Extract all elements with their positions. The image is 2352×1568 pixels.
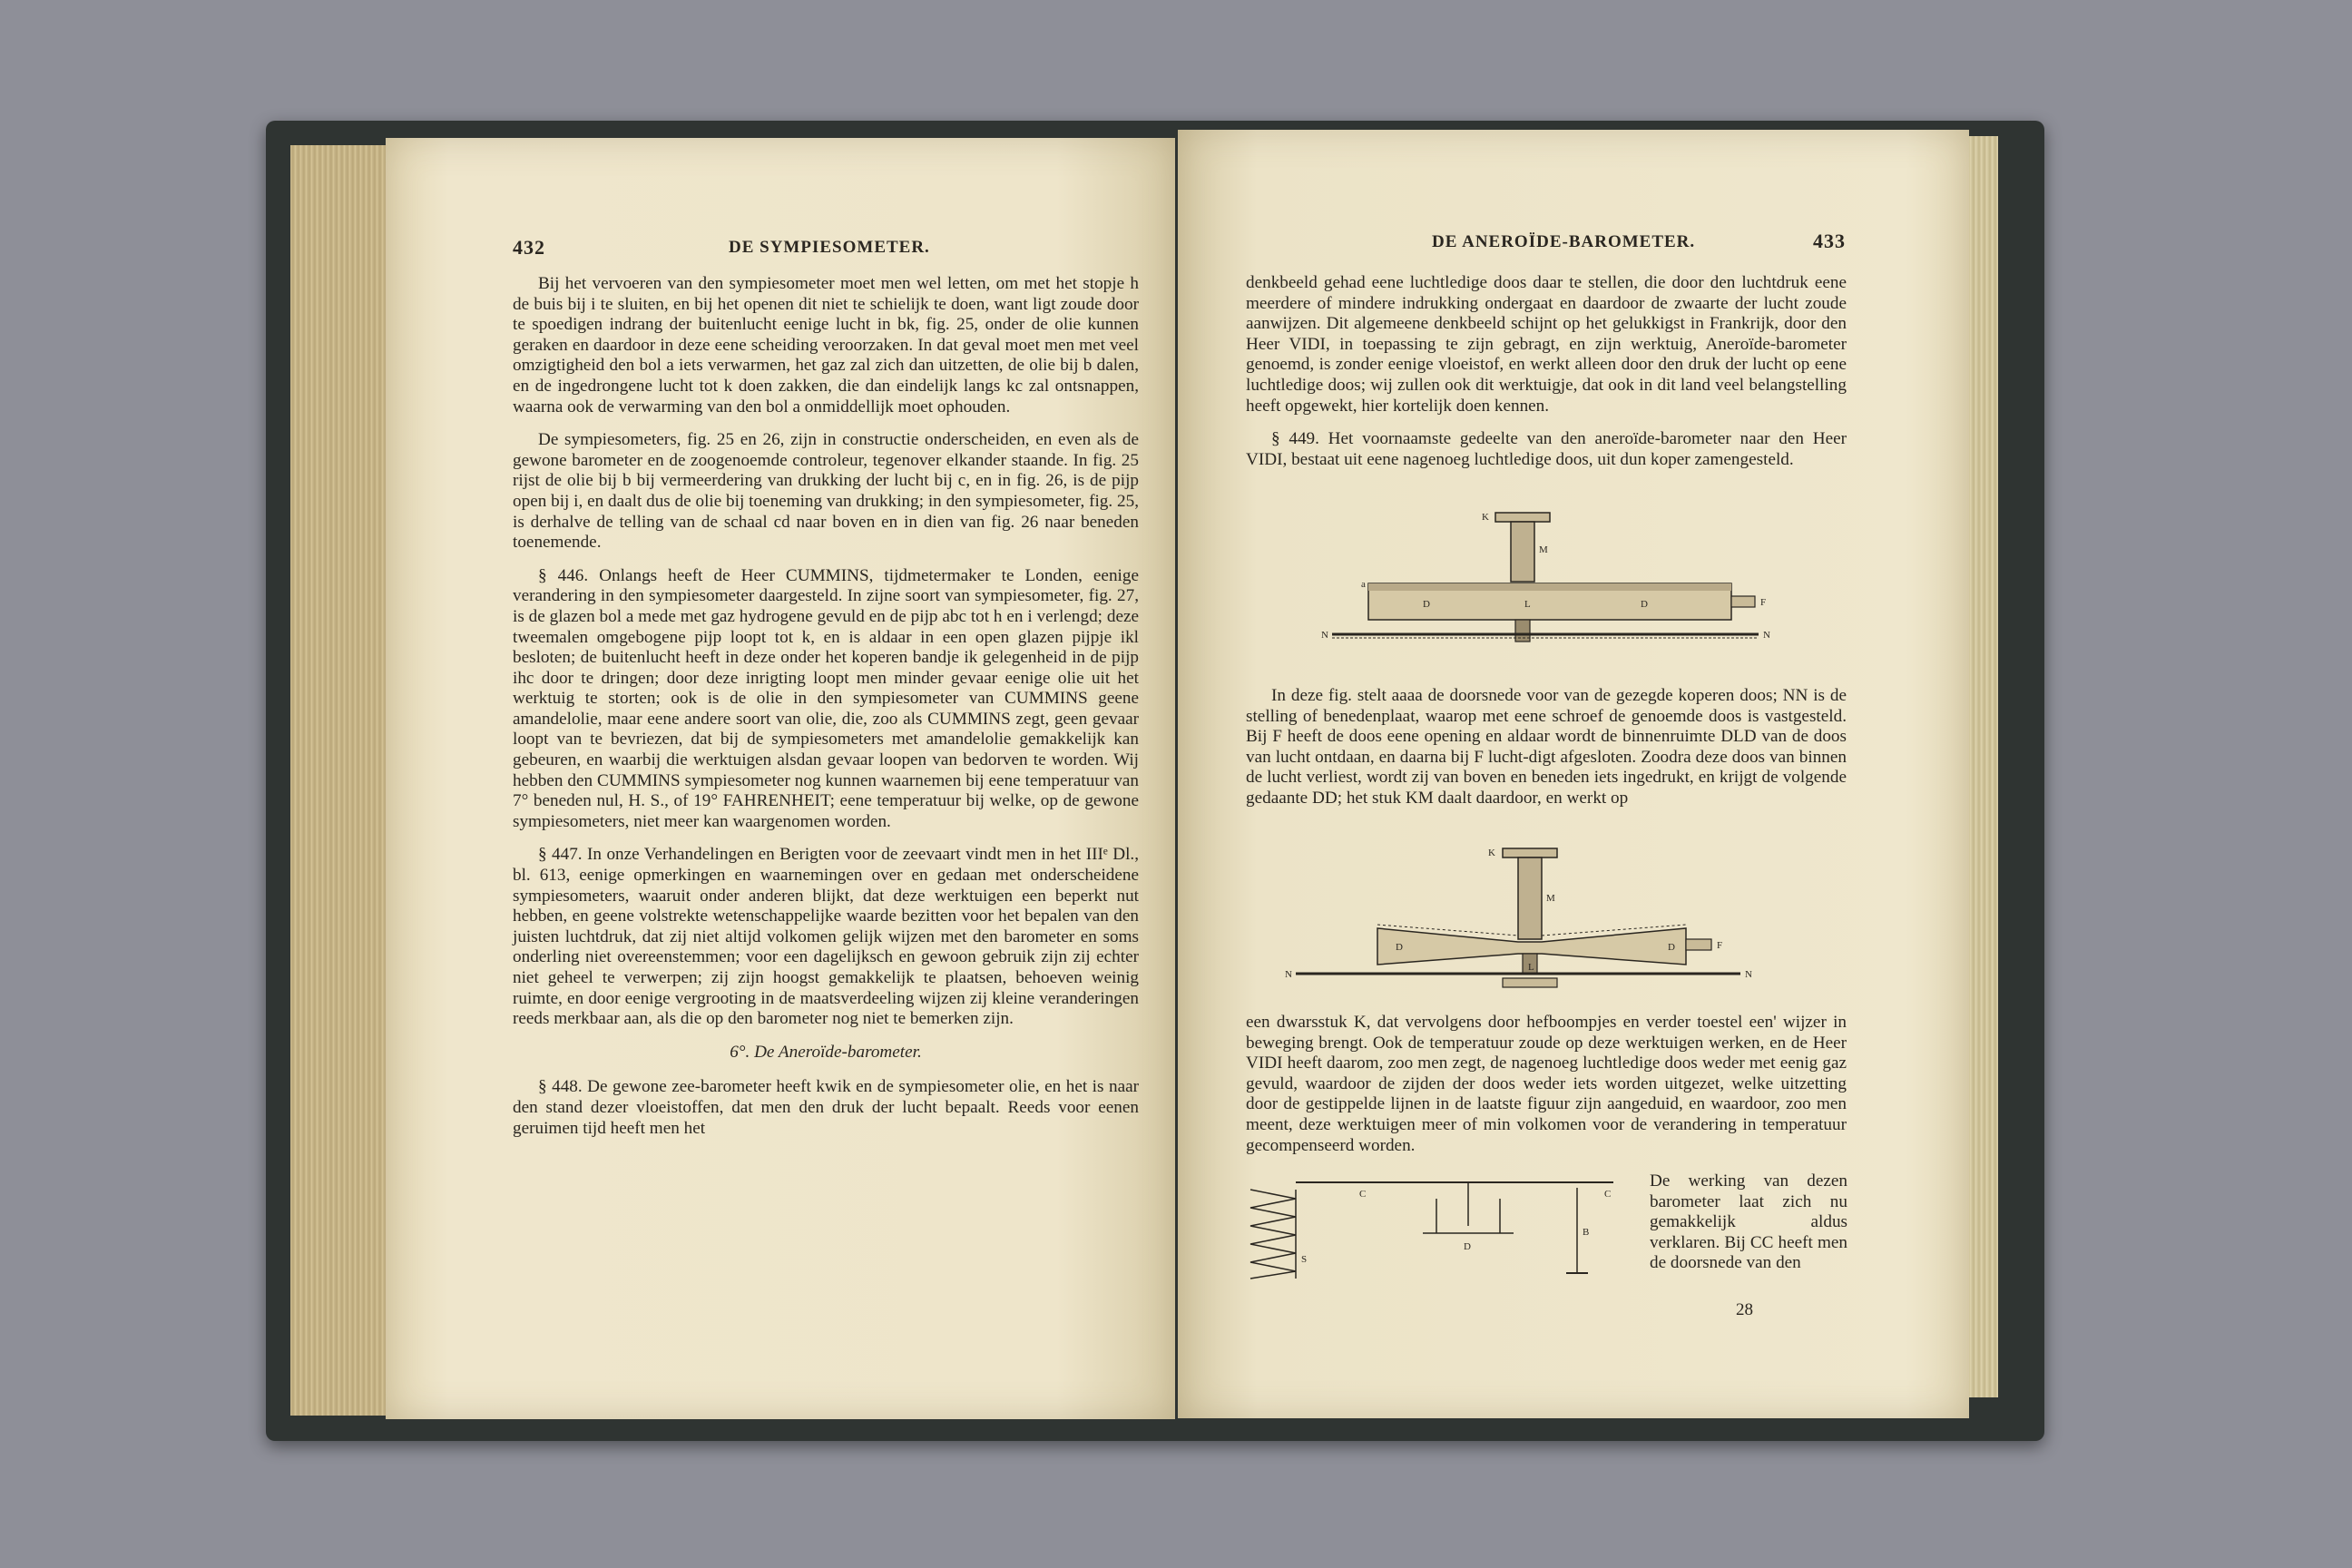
right-text-mid: [1246, 686, 1847, 822]
paragraph: § 448. De gewone zee-barometer heeft kwik en de sympiesometer olie, en het is naar den stand dezer vloeistoffen, dat men den druk der lucht bepaalt. Reeds voor eenen geruimen tijd heeft men het: [513, 1077, 1139, 1138]
paragraph: een dwarsstuk K, dat vervolgens door hefboompjes en verder toestel een' wijzer in beweging brengt. Ook de temperatuur zoude op deze werktuigen werken, en de Heer VIDI heeft daarom, zoo men zegt, de nagenoeg luchtledige doos weder met eenig gaz gevuld, waardoor de zijden der doos weder iets worden uitgezet, welke uitzetting door de gestippelde lijnen in de laatste figuur zijn aangeduid, en waardoor, zoo men meent, deze werktuigen meer of min volkomen voor de verandering in temperatuur gecompenseerd worden.: [1246, 1013, 1847, 1155]
aneroid-box-figure-1: [1305, 502, 1786, 665]
paragraph: Bij het vervoeren van den sympiesometer moet men wel letten, om met het stopje h de buis bij i te sluiten, en bij het openen dit niet te schielijk te doen, want ligt zoude door te spoedigen indrang der buitenlucht eenige lucht in bk, fig. 25, onder de olie kunnen geraken en daardoor in deze eene scheiding veroorzaken. In dat geval moet men met veel omzigtigheid den bol a iets verwarmen, het gaz zal zich dan uitzetten, de olie bij b dalen, en de ingedrongene lucht tot k doen zakken, die dan eindelijk langs kc zal ontsnappen, waarna ook de verwarming van den bol a onmiddellijk moet ophouden.: [513, 274, 1139, 416]
label-d: D: [1423, 599, 1430, 610]
label-n: N: [1763, 630, 1770, 641]
label-f: F: [1760, 597, 1767, 608]
label-n: N: [1285, 969, 1292, 980]
label-b: B: [1583, 1227, 1590, 1238]
label-n: N: [1321, 630, 1328, 641]
label-a: a: [1361, 579, 1366, 590]
label-f: F: [1717, 940, 1723, 951]
right-text-lower: [1246, 1013, 1847, 1169]
right-running-head: DE ANEROÏDE-BAROMETER.: [1432, 232, 1696, 251]
section-heading: 6°. De Aneroïde-barometer.: [730, 1042, 922, 1062]
right-text-top: [1246, 273, 1847, 483]
left-page: [386, 138, 1175, 1419]
label-l: L: [1524, 599, 1531, 610]
paragraph: denkbeeld gehad eene luchtledige doos daar te stellen, die door den luchtdruk eene meerdere of mindere indrukking ondergaat en daardoor de zwaarte der lucht zoude aanwijzen. Dit algemeene denkbeeld schijnt op het gelukkigst in Frankrijk, door den Heer VIDI, in toepassing te zijn gebragt, en zijn werktuig, Aneroïde-barometer genoemd, is zonder eenige vloeistof, en werkt alleen door den druk der lucht op eene luchtledige doos; wij zullen ook dit werktuigje, dat ook in dit land veel belangstelling heeft opgewekt, hier kortelijk doen kennen.: [1246, 273, 1847, 416]
label-c: C: [1604, 1189, 1612, 1200]
paragraph: De werking van dezen barometer laat zich nu gemakkelijk aldus verklaren. Bij CC heeft men de doorsnede van den: [1650, 1171, 1847, 1273]
label-l: L: [1528, 962, 1534, 973]
label-n: N: [1745, 969, 1752, 980]
label-s: S: [1301, 1254, 1308, 1265]
label-m: M: [1539, 544, 1548, 555]
left-running-head: DE SYMPIESOMETER.: [729, 238, 930, 257]
paragraph: De sympiesometers, fig. 25 en 26, zijn in constructie onderscheiden, en even als de gewone barometer en de zoogenoemde controleur, tegenover elkander staande. In fig. 25 rijst de olie bij b bij vermeerdering van drukking der lucht bij c, en in fig. 26, is de pijp open bij i, en daalt dus de olie bij toeneming van drukking; in den sympiesometer, fig. 25, is derhalve de telling van de schaal cd naar boven en in dien van fig. 26 naar beneden toenemende.: [513, 430, 1139, 553]
signature-mark: 28: [1736, 1300, 1753, 1319]
label-d: D: [1668, 942, 1675, 953]
label-d: D: [1464, 1241, 1471, 1252]
label-c: C: [1359, 1189, 1367, 1200]
label-k: K: [1488, 848, 1495, 858]
label-d: D: [1641, 599, 1648, 610]
left-text-column: [513, 274, 1139, 1152]
label-k: K: [1482, 512, 1489, 523]
paragraph: § 449. Het voornaamste gedeelte van den aneroïde-barometer naar den Heer VIDI, bestaat uit eene nagenoeg luchtledige doos, uit dun koper zamengesteld.: [1246, 429, 1847, 469]
left-page-number: 432: [513, 236, 545, 259]
page-edges-left: [290, 145, 399, 1416]
label-m: M: [1546, 893, 1555, 904]
spring-lever-figure: [1241, 1171, 1632, 1289]
paragraph: § 446. Onlangs heeft de Heer CUMMINS, tijdmetermaker te Londen, eenige verandering in den sympiesometer daargesteld. In zijne soort van sympiesometer, fig. 27, is de glazen bol a mede met gaz hydrogene gevuld en de pijp abc tot h en i verlengd; deze tweemalen omgebogene pijp loopt tot k, en is aldaar in een open glazen pijpje ikl besloten; de buitenlucht heeft in deze onder het koperen bandje ik gelegenheid in de pijp ihc door te dringen; door deze inrigting loopt men minder gevaar eenige olie uit het werktuig te storten; ook is de olie in den sympiesometer van CUMMINS geene amandelolie, maar eene andere soort van olie, die, zoo als CUMMINS zegt, geen gevaar loopt van te bevriezen, dat bij de sympiesometers met amandelolie gemakkelijk kan gebeuren, en waarbij die werktuigen alsdan gevaar loopen van bedorven te worden. Wij hebben den CUMMINS sympiesometer nog kunnen waarnemen bij eene temperatuur van 7° beneden nul, H. S., of 19° FAHRENHEIT; eene temperatuur bij welke, op de gewone sympiesometers, niet meer kan waargenomen worden.: [513, 565, 1139, 831]
aneroid-box-figure-2: [1269, 838, 1795, 1010]
right-page-number: 433: [1813, 230, 1846, 252]
paragraph: In deze fig. stelt aaaa de doorsnede voor van de gezegde koperen doos; NN is de stelling of benedenplaat, waarop met eene schroef de genoemde doos is vastgesteld. Bij F heeft de doos eene opening en aldaar wordt de binnenruimte DLD van de doos van lucht ontdaan, en daarna bij F lucht-digt afgesloten. Zoodra deze doos van binnen de lucht verliest, wordt zij van boven en beneden iets ingedrukt, en krijgt de volgende gedaante DD; het stuk KM daalt daardoor, en werkt op: [1246, 686, 1847, 808]
label-d: D: [1396, 942, 1403, 953]
right-text-side: [1650, 1171, 1847, 1287]
paragraph: § 447. In onze Verhandelingen en Berigten voor de zeevaart vindt men in het IIIᵉ Dl., bl. 613, eenige opmerkingen en waarnemingen over en gedaan met onderscheidene sympiesometers, waaruit onder anderen blijkt, dat deze werktuigen een beperkt nut hebben, en geene volstrekte wetenschappelijke waarde bezitten voor het bepalen van den juisten luchtdruk, dat zij niet altijd volkomen gelijk wijzen met den barometer en soms onderling niet overeenstemmen; voor een dagelijksch en gewoon gebruik zijn zij echter niet geheel te verwerpen; zij zijn hoogst gemakkelijk te plaatsen, behoeven weinig ruimte, en door eenige vergrooting in de maatsverdeeling wijzen zij kleine veranderingen reeds merkbaar aan, als die op den barometer nog niet te bemerken zijn.: [513, 845, 1139, 1029]
right-page: [1178, 130, 1969, 1418]
